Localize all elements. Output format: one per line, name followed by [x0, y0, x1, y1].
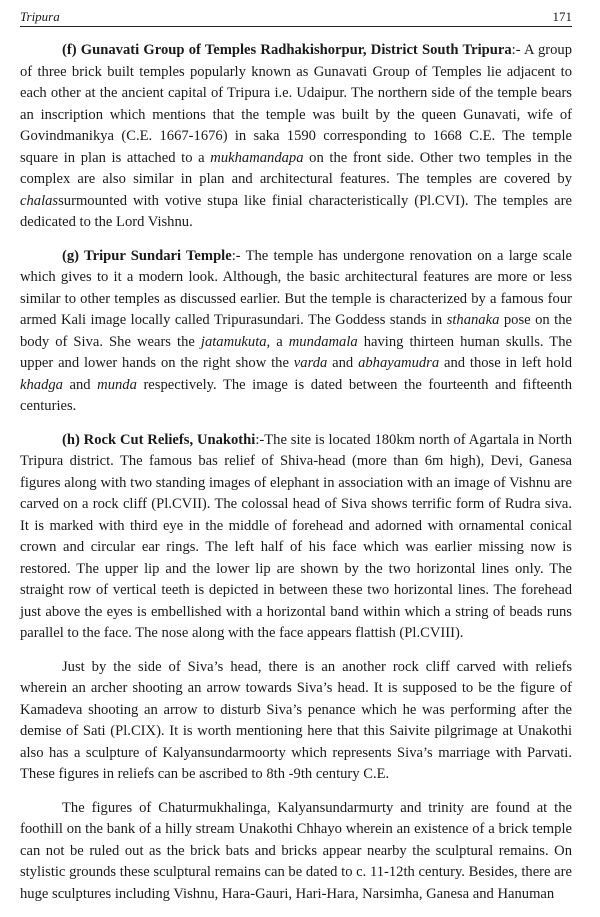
section-heading: (h) Rock Cut Reliefs, Unakothi: [62, 431, 256, 448]
italic-term: abhayamudra: [358, 355, 440, 371]
text: and those in left hold: [439, 355, 572, 371]
italic-term: mukhamandapa: [210, 149, 304, 166]
paragraph-kamadeva: [20, 657, 572, 786]
text: Just by the side of Siva’s head, there is an another rock cliff carved with reliefs wherein an archer shooting an arrow towards Siva’s head. It is supposed to be the figure of Kamadeva shooting an arrow to disturb Siva’s penance which he was performing after the demise of Sati (Pl.CIX). It is worth mentioning here that this Saivite pilgrimage at Unakothi also has a sculpture of Kalyansundarmoorty which represents Siva’s marriage with Parvati. These figures in reliefs can be ascribed to 8th -9th century C.E.: [20, 658, 572, 782]
text: :-The site is located 180km north of Agartala in North Tripura district. The famous bas relief of Shiva-head (more than 6m high), Devi, Ganesa figures along with two standing images of elephant in association with an image of Vishnu are carved on a rock cliff (Pl.CVII). The colossal head of Siva shows terrific form of Rudra siva. It is marked with third eye in the middle of forehead and adorned with ornamental conical crown and circular ear rings. The left half of his face which was earlier missing now is restored. The upper lip and the lower lip are shown by the two horizontal lines only. The straight row of vertical teeth is depicted in between these two horizontal lines. The forehead just above the eyes is embellished with a horizontal band within which a string of beads runs parallel to the face. The nose along with the face appears flattish (Pl.CVIII).: [20, 431, 573, 641]
page-number: 171: [552, 9, 572, 24]
italic-term: jatamukuta,: [200, 333, 271, 350]
italic-term: khadga: [20, 376, 63, 393]
italic-term: chalas: [20, 192, 59, 209]
running-header: [20, 6, 572, 27]
text: pose on the body of Siva. She wears the: [20, 312, 572, 350]
paragraph-gunavati: [20, 40, 572, 234]
section-heading: (g) Tripur Sundari Temple: [62, 247, 232, 264]
text: on the front side. Other two temples in the complex are also similar in plan and architectural features. The temples are covered by: [20, 149, 572, 187]
text: respectively. The image is dated between the fourteenth and fifteenth centuries.: [20, 376, 572, 414]
italic-term: munda: [97, 376, 137, 393]
page-body: [20, 40, 572, 917]
paragraph-tripur-sundari: [20, 246, 572, 418]
text: :- The temple has undergone renovation on a large scale which gives to it a modern look. Although, the basic architectural features are more or less similar to other temples as discussed earlier. But the temple is characterized by a famous four armed Kali image locally called Tripurasundari. The Goddess stands in: [20, 247, 572, 328]
italic-term: varda: [293, 355, 328, 371]
text: a: [270, 333, 289, 350]
text: and: [62, 376, 98, 393]
text: having thirteen human skulls. The upper and lower hands on the right show the: [20, 333, 572, 371]
paragraph-chaturmukhalinga: [20, 798, 572, 906]
italic-term: sthanaka: [446, 312, 500, 328]
running-title: Tripura: [20, 9, 60, 24]
text: :- A group of three brick built temples popularly known as Gunavati Group of Temples lie adjacent to each other at the ancient capital of Tripura i.e. Udaipur. The northern side of the temple bears an inscription which mentions that the temple was built by the queen Gunavati, wife of Govindmanikya (C.E. 1667-1676) in saka 1590 corresponding to 1668 C.E. The temple square in plan is attached to a: [20, 42, 573, 166]
text: surmounted with votive stupa like finial characteristically (Pl.CVI). The temples are dedicated to the Lord Vishnu.: [20, 192, 572, 230]
text: The figures of Chaturmukhalinga, Kalyansundarmurty and trinity are found at the foothill on the bank of a hilly stream Unakothi Chhayo wherein an existence of a brick temple can not be ruled out as the brick bats and bricks appear nearby the sculptural remains. On stylistic grounds these sculptural remains can be dated to c. 11-12th century. Besides, there are huge sculptures including Vishnu, Hara-Gauri, Hari-Hara, Narsimha, Ganesa and Hanuman: [20, 799, 572, 902]
paragraph-unakothi: [20, 430, 572, 645]
italic-term: mundamala: [288, 333, 358, 350]
section-heading: (f) Gunavati Group of Temples Radhakishorpur, District South Tripura: [62, 42, 512, 58]
text: and: [327, 355, 359, 371]
